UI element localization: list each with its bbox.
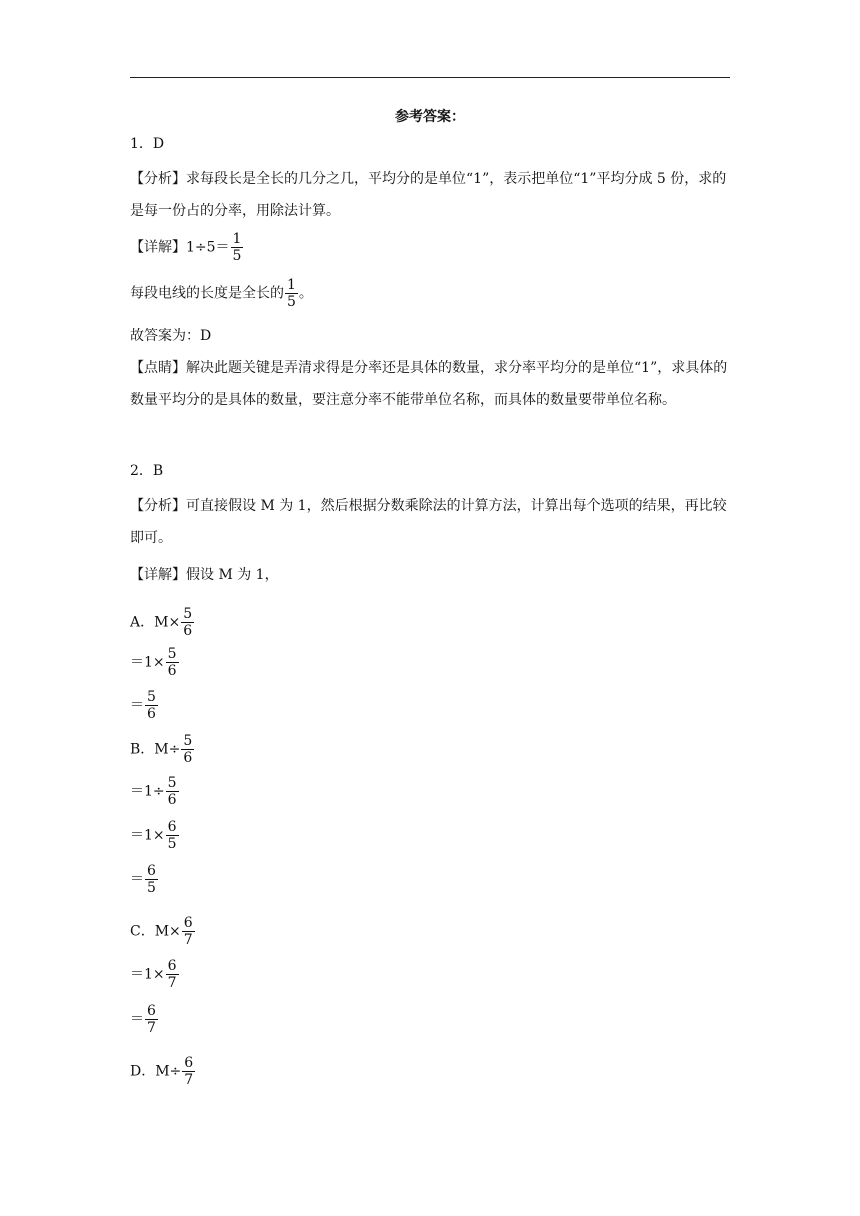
fraction (166, 776, 179, 807)
fraction (285, 278, 298, 309)
step-prefix: ＝1× (130, 827, 165, 844)
numerator: 5 (167, 775, 177, 791)
q2-answer: 2．B (130, 463, 164, 479)
denominator: 6 (167, 663, 177, 679)
fraction (182, 916, 195, 947)
numerator: 5 (183, 733, 193, 749)
denominator: 5 (147, 880, 156, 896)
numerator: 6 (183, 915, 193, 931)
denominator: 6 (183, 750, 193, 766)
numerator: 6 (167, 958, 177, 974)
numerator: 5 (183, 606, 193, 622)
q1-answer: 1．D (130, 136, 165, 152)
q2-step (130, 734, 195, 765)
analysis-tag: 【分析】 (130, 171, 186, 187)
step-prefix: B．M÷ (130, 741, 181, 758)
numerator: 1 (287, 277, 296, 293)
detail-tag: 【详解】 (130, 239, 186, 256)
fraction (166, 820, 179, 851)
step-prefix: A．M× (130, 614, 181, 631)
numerator: 1 (232, 231, 242, 247)
denominator: 7 (184, 1072, 194, 1088)
detail-expr: 1÷5＝ (186, 239, 230, 256)
q1-conclusion: 故答案为：D (130, 328, 212, 344)
analysis-text: 求每段长是全长的几分之几，平均分的是单位“1”，表示把单位“1”平均分成 5 份，求的是每一份占的分率，用除法计算。 (130, 171, 727, 219)
denominator: 7 (183, 932, 193, 948)
q2-detail (130, 565, 279, 585)
q2-step (130, 959, 180, 990)
step-prefix: ＝1× (130, 654, 165, 671)
fraction (231, 232, 244, 263)
sentence-prefix: 每段电线的长度是全长的 (130, 285, 284, 302)
denominator: 7 (147, 1020, 156, 1036)
numerator: 6 (147, 1003, 156, 1019)
denominator: 7 (167, 975, 177, 991)
fraction (145, 864, 158, 895)
q2-step (130, 607, 195, 638)
fraction (181, 607, 194, 638)
q1-sentence (130, 278, 313, 309)
detail-text: 假设 M 为 1， (186, 567, 279, 583)
numerator: 5 (167, 646, 177, 662)
denominator: 6 (167, 792, 177, 808)
q2-step (130, 647, 180, 678)
comment-text: 解决此题关键是弄清求得是分率还是具体的数量，求分率平均分的是单位“1”，求具体的数量平均分的是具体的数量，要注意分率不能带单位名称，而具体的数量要带单位名称。 (130, 360, 728, 408)
fraction (166, 959, 179, 990)
q1-detail (130, 232, 244, 263)
header-rule (130, 77, 730, 78)
step-prefix: ＝ (130, 1011, 144, 1028)
denominator: 6 (183, 623, 193, 639)
step-prefix: ＝1÷ (130, 783, 165, 800)
denominator: 5 (232, 248, 242, 264)
denominator: 5 (287, 294, 296, 310)
denominator: 6 (147, 706, 156, 722)
step-prefix: D．M÷ (130, 1063, 182, 1080)
numerator: 5 (147, 689, 156, 705)
analysis-tag: 【分析】 (130, 498, 186, 514)
q2-analysis (130, 490, 730, 554)
comment-tag: 【点睛】 (130, 360, 186, 376)
fraction (182, 1056, 195, 1087)
q2-step (130, 690, 159, 721)
analysis-text: 可直接假设 M 为 1，然后根据分数乘除法的计算方法，计算出每个选项的结果，再比较即可。 (130, 498, 727, 546)
denominator: 5 (167, 836, 177, 852)
fraction (181, 734, 194, 765)
detail-tag: 【详解】 (130, 567, 186, 583)
q2-step (130, 1004, 159, 1035)
fraction (145, 1004, 158, 1035)
q1-comment (130, 352, 730, 416)
q2-step (130, 1056, 196, 1087)
page-title: 参考答案： (395, 109, 465, 125)
sentence-suffix: 。 (298, 285, 313, 302)
step-prefix: ＝ (130, 871, 144, 888)
q2-step (130, 776, 180, 807)
step-prefix: C．M× (130, 923, 181, 940)
fraction (166, 647, 179, 678)
step-prefix: ＝1× (130, 966, 165, 983)
q2-step (130, 820, 180, 851)
q1-analysis (130, 163, 730, 227)
q2-step (130, 864, 159, 895)
numerator: 6 (184, 1055, 194, 1071)
numerator: 6 (167, 819, 177, 835)
numerator: 6 (147, 863, 156, 879)
fraction (145, 690, 158, 721)
step-prefix: ＝ (130, 697, 144, 714)
q2-step (130, 916, 196, 947)
